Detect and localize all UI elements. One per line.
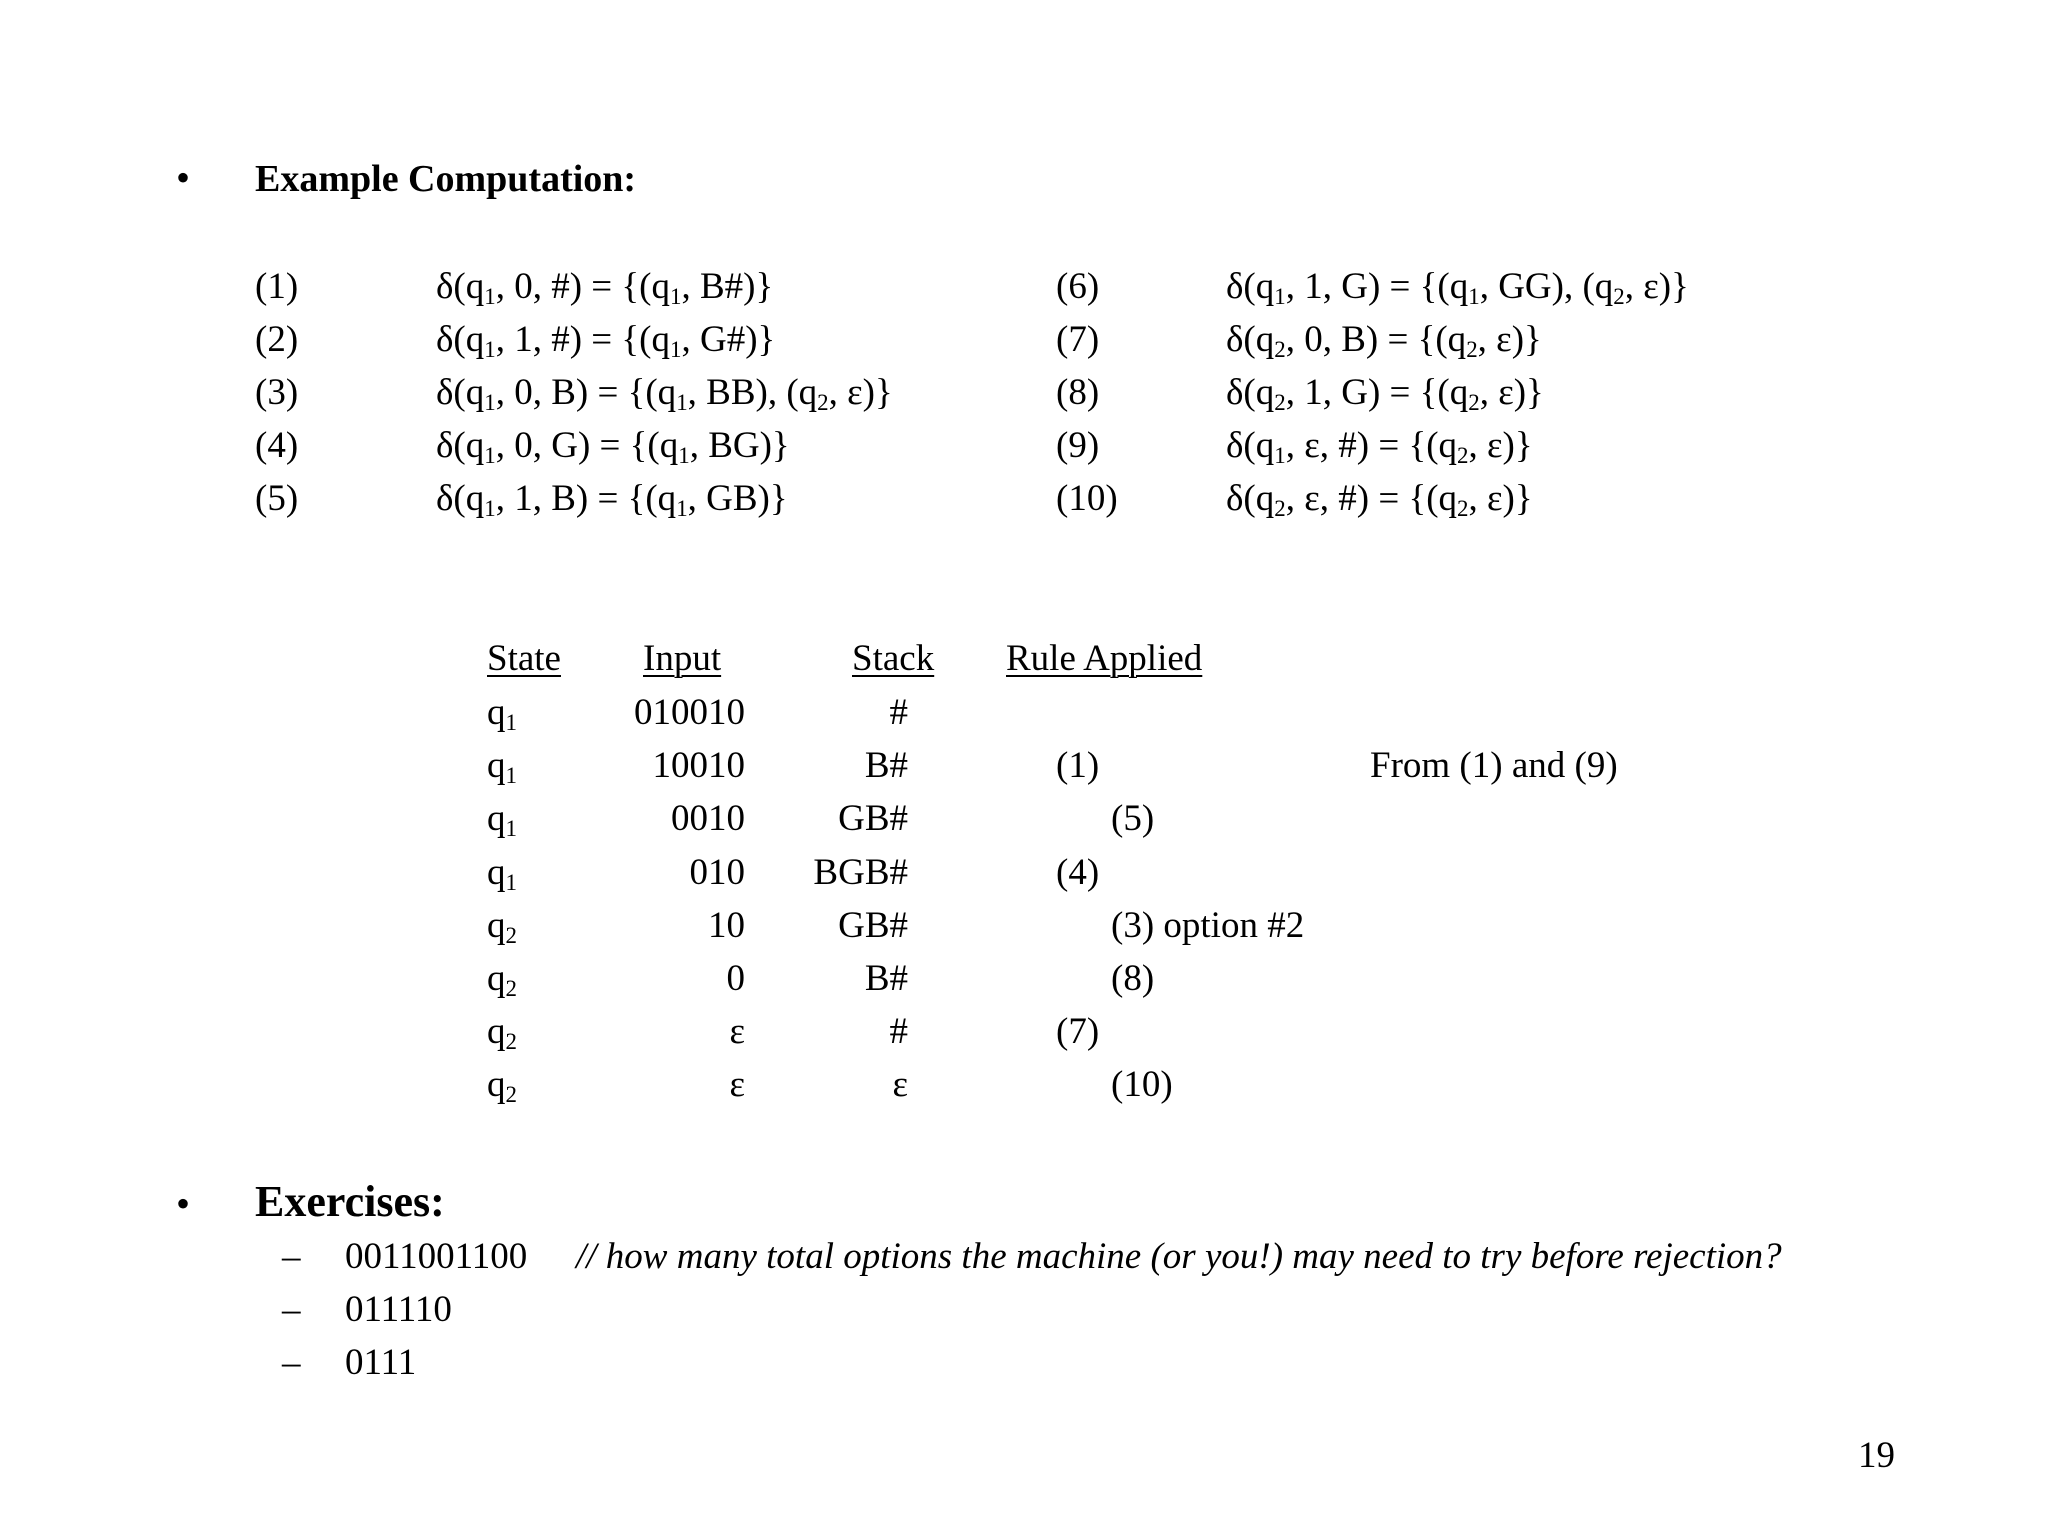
formula-segment: δ(q — [1226, 478, 1275, 519]
formula-subscript: 1 — [670, 284, 682, 310]
trace-rule: (7) — [1056, 1011, 1100, 1052]
trace-state — [487, 692, 517, 736]
transition-formula — [1226, 478, 1533, 522]
trace-stack: GB# — [838, 798, 908, 839]
exercise-dash: – — [282, 1236, 301, 1277]
exercise-dash: – — [282, 1289, 301, 1330]
formula-segment: δ(q — [1226, 319, 1275, 360]
formula-segment: , BG)} — [689, 425, 790, 466]
trace-state — [487, 1011, 517, 1055]
state-subscript: 2 — [505, 1082, 517, 1108]
exercise-string: 0111 — [345, 1342, 417, 1383]
trace-note: From (1) and (9) — [1370, 745, 1618, 786]
formula-segment: , 0, G) = {(q — [495, 425, 679, 466]
formula-segment: δ(q — [436, 478, 485, 519]
formula-segment: , ε)} — [1477, 319, 1542, 360]
formula-subscript: 2 — [1274, 337, 1286, 363]
exercise-note: // how many total options the machine (or you!) may need to try before rejection? — [576, 1236, 1782, 1277]
formula-subscript: 2 — [1613, 284, 1625, 310]
rule-number: (4) — [255, 425, 299, 466]
formula-segment: , 1, #) = {(q — [495, 319, 671, 360]
formula-segment: , ε, #) = {(q — [1285, 478, 1458, 519]
trace-stack: # — [889, 692, 908, 733]
trace-input: ε — [729, 1064, 745, 1105]
state-subscript: 2 — [505, 1029, 517, 1055]
formula-subscript: 1 — [484, 390, 496, 416]
state-subscript: 1 — [505, 870, 517, 896]
formula-subscript: 1 — [676, 390, 688, 416]
exercise-string: 0011001100 — [345, 1236, 528, 1277]
state-letter: q — [487, 958, 506, 999]
formula-subscript: 1 — [1468, 284, 1480, 310]
trace-stack: BGB# — [813, 852, 908, 893]
formula-subscript: 1 — [678, 443, 690, 469]
transition-formula — [1226, 319, 1542, 363]
trace-rule: (1) — [1056, 745, 1100, 786]
formula-segment: , ε)} — [1479, 372, 1544, 413]
trace-stack: # — [889, 1011, 908, 1052]
transition-formula — [436, 266, 774, 310]
trace-input: 010 — [689, 852, 745, 893]
trace-rule: (8) — [1111, 958, 1155, 999]
state-subscript: 2 — [505, 923, 517, 949]
exercises-heading: Exercises: — [255, 1177, 445, 1226]
trace-state — [487, 745, 517, 789]
trace-input: 0 — [726, 958, 745, 999]
exercise-string: 011110 — [345, 1289, 452, 1330]
trace-rule: (4) — [1056, 852, 1100, 893]
state-letter: q — [487, 1064, 506, 1105]
state-subscript: 1 — [505, 763, 517, 789]
formula-subscript: 1 — [484, 337, 496, 363]
header-stack: Stack — [852, 638, 935, 679]
rule-number: (5) — [255, 478, 299, 519]
formula-segment: , 0, #) = {(q — [495, 266, 671, 307]
state-letter: q — [487, 798, 506, 839]
formula-subscript: 2 — [817, 390, 829, 416]
formula-subscript: 2 — [1274, 496, 1286, 522]
formula-segment: , G#)} — [681, 319, 776, 360]
formula-segment: , B#)} — [681, 266, 774, 307]
header-rule-applied: Rule Applied — [1006, 638, 1203, 679]
formula-subscript: 2 — [1274, 390, 1286, 416]
formula-segment: , BB), (q — [687, 372, 818, 413]
formula-segment: , ε, #) = {(q — [1285, 425, 1458, 466]
state-letter: q — [487, 692, 506, 733]
formula-subscript: 1 — [484, 496, 496, 522]
formula-segment: , 1, G) = {(q — [1285, 266, 1469, 307]
rule-number: (10) — [1056, 478, 1118, 519]
state-letter: q — [487, 745, 506, 786]
rule-number: (3) — [255, 372, 299, 413]
formula-segment: δ(q — [436, 372, 485, 413]
page-number: 19 — [1858, 1435, 1895, 1476]
exercise-dash: – — [282, 1342, 301, 1383]
formula-segment: , 1, B) = {(q — [495, 478, 677, 519]
formula-segment: δ(q — [436, 425, 485, 466]
formula-segment: , GG), (q — [1479, 266, 1614, 307]
formula-subscript: 2 — [1466, 337, 1478, 363]
trace-state — [487, 958, 517, 1002]
formula-segment: , ε)} — [828, 372, 893, 413]
formula-segment: , ε)} — [1468, 478, 1533, 519]
formula-segment: δ(q — [436, 266, 485, 307]
header-state: State — [487, 638, 561, 679]
trace-input: 0010 — [671, 798, 745, 839]
transition-formula — [436, 425, 790, 469]
formula-segment: , ε)} — [1624, 266, 1689, 307]
rule-number: (6) — [1056, 266, 1100, 307]
bullet-exercises: • — [176, 1181, 191, 1226]
bullet-example: • — [176, 155, 191, 200]
formula-subscript: 1 — [1274, 284, 1286, 310]
trace-state — [487, 1064, 517, 1108]
trace-stack: B# — [864, 745, 908, 786]
formula-segment: δ(q — [1226, 266, 1275, 307]
formula-subscript: 1 — [484, 284, 496, 310]
rule-number: (8) — [1056, 372, 1100, 413]
formula-segment: , GB)} — [687, 478, 788, 519]
trace-input: ε — [729, 1011, 745, 1052]
trace-stack: ε — [892, 1064, 908, 1105]
formula-segment: , 0, B) = {(q — [495, 372, 677, 413]
formula-subscript: 2 — [1457, 443, 1469, 469]
formula-subscript: 1 — [1274, 443, 1286, 469]
state-subscript: 1 — [505, 816, 517, 842]
trace-input: 10010 — [652, 745, 745, 786]
formula-segment: , ε)} — [1468, 425, 1533, 466]
state-subscript: 1 — [505, 710, 517, 736]
rule-number: (7) — [1056, 319, 1100, 360]
transition-formula — [436, 478, 788, 522]
formula-segment: δ(q — [1226, 425, 1275, 466]
formula-segment: δ(q — [436, 319, 485, 360]
formula-segment: , 1, G) = {(q — [1285, 372, 1469, 413]
rule-number: (1) — [255, 266, 299, 307]
trace-input: 10 — [708, 905, 745, 946]
transition-formula — [436, 319, 776, 363]
formula-segment: , 0, B) = {(q — [1285, 319, 1467, 360]
formula-subscript: 2 — [1457, 496, 1469, 522]
formula-segment: δ(q — [1226, 372, 1275, 413]
transition-formula — [436, 372, 893, 416]
state-letter: q — [487, 1011, 506, 1052]
header-input: Input — [643, 638, 722, 679]
trace-state — [487, 852, 517, 896]
rule-number: (2) — [255, 319, 299, 360]
trace-state — [487, 905, 517, 949]
formula-subscript: 1 — [676, 496, 688, 522]
transition-formula — [1226, 266, 1689, 310]
state-letter: q — [487, 852, 506, 893]
transition-formula — [1226, 372, 1544, 416]
formula-subscript: 1 — [670, 337, 682, 363]
trace-state — [487, 798, 517, 842]
transition-formula — [1226, 425, 1533, 469]
formula-subscript: 2 — [1468, 390, 1480, 416]
trace-rule: (5) — [1111, 798, 1155, 839]
trace-stack: B# — [864, 958, 908, 999]
example-computation-heading: Example Computation: — [255, 158, 637, 200]
rule-number: (9) — [1056, 425, 1100, 466]
state-subscript: 2 — [505, 976, 517, 1002]
trace-rule: (10) — [1111, 1064, 1173, 1105]
trace-rule: (3) option #2 — [1111, 905, 1305, 946]
formula-subscript: 1 — [484, 443, 496, 469]
state-letter: q — [487, 905, 506, 946]
trace-input: 010010 — [634, 692, 745, 733]
trace-stack: GB# — [838, 905, 908, 946]
